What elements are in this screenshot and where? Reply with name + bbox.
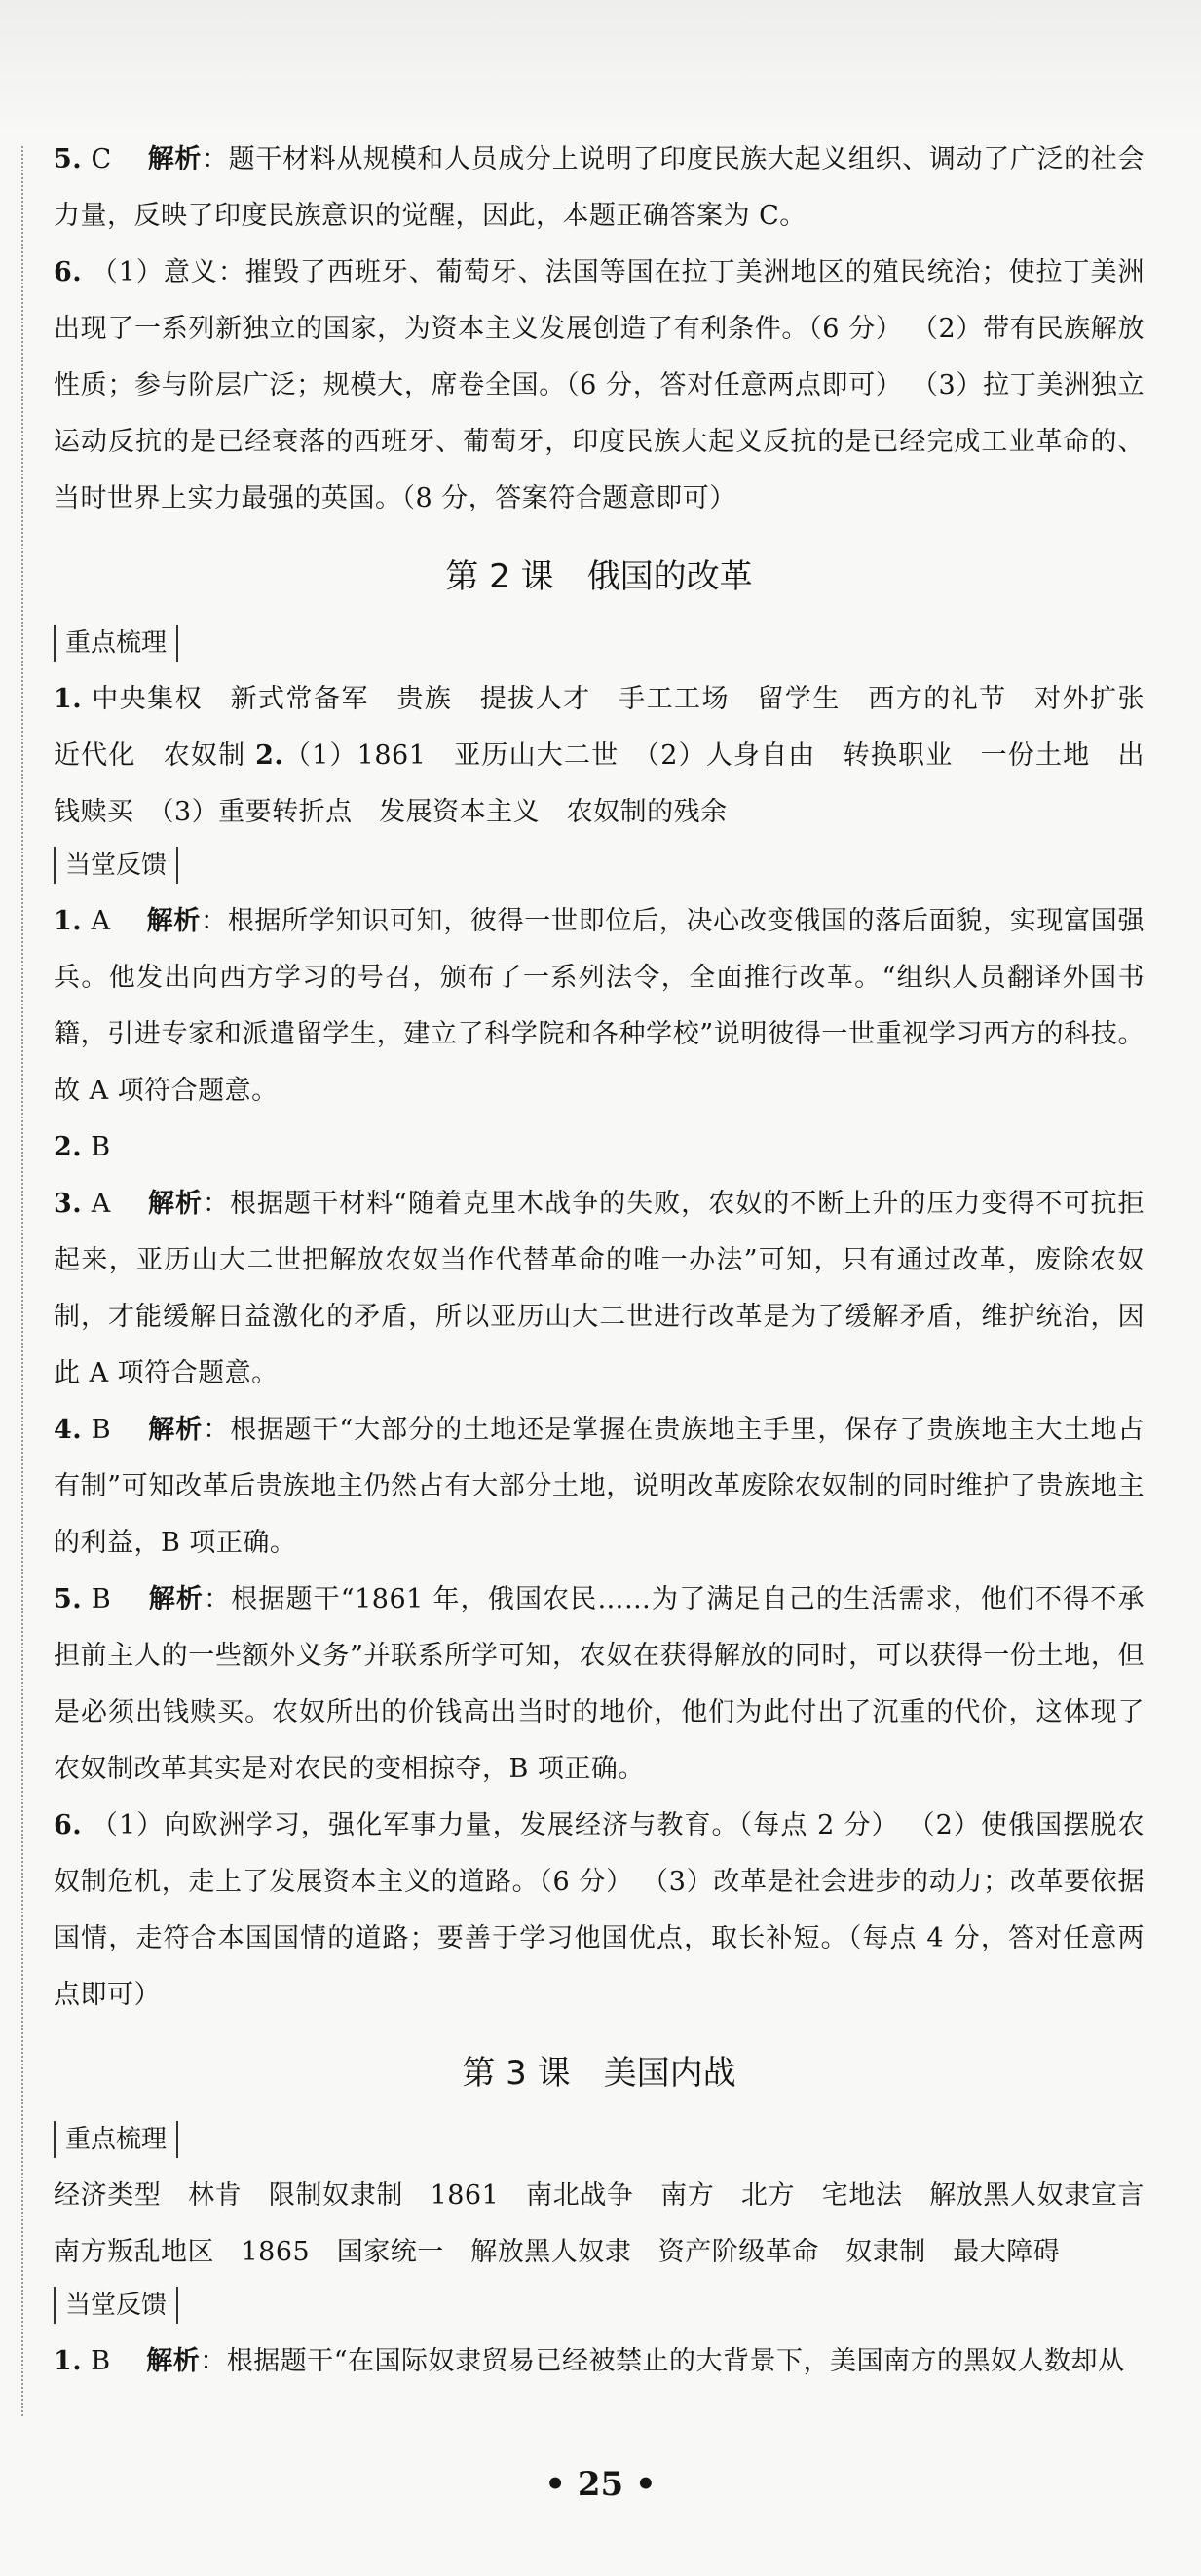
item-number: 6. xyxy=(54,257,83,287)
feedback-item-5 xyxy=(54,1572,1145,1798)
answer-item-5 xyxy=(54,132,1145,245)
feedback-item-2 xyxy=(54,1119,1145,1176)
key-points-text xyxy=(54,671,1172,841)
feedback-item-1 xyxy=(54,2333,1145,2390)
analysis-text: ：根据所学知识可知，彼得一世即位后，决心改变俄国的落后面貌，实现富国强兵。他发出向西方学习的号召，颁布了一系列法令，全面推行改革。“组织人员翻译外国书籍，引进专家和派遣留学生，建立了科学院和各种学校”说明彼得一世重视学习西方的科技。故 A 项符合题意。 xyxy=(54,906,1145,1106)
section-label-feedback: 当堂反馈 xyxy=(54,847,178,884)
lesson-2-title: 第 2 课 俄国的改革 xyxy=(445,557,753,596)
item-answer: A xyxy=(91,1189,111,1219)
item-number: 1. xyxy=(54,684,83,714)
section-label-feedback: 当堂反馈 xyxy=(54,2287,178,2324)
analysis-label: 解析 xyxy=(146,906,202,936)
analysis-text: ：根据题干“在国际奴隶贸易已经被禁止的大背景下，美国南方的黑奴人数却从 xyxy=(200,2346,1125,2376)
item-number: 1. xyxy=(54,2346,83,2376)
analysis-label: 解析 xyxy=(147,144,203,174)
analysis-text: ：题干材料从规模和人员成分上说明了印度民族大起义组织、调动了广泛的社会力量，反映了印度民族意识的觉醒，因此，本题正确答案为 C。 xyxy=(54,144,1145,231)
feedback-item-6 xyxy=(54,1798,1145,2024)
answer-content xyxy=(54,132,1172,2390)
analysis-text: ：根据题干材料“随着克里木战争的失败，农奴的不断上升的压力变得不可抗拒起来，亚历山大二世把解放农奴当作代替革命的唯一办法”可知，只有通过改革，废除农奴制，才能缓解日益激化的矛盾，所以亚历山大二世进行改革是为了缓解矛盾，维护统治，因此 A 项符合题意。 xyxy=(54,1189,1145,1388)
item-number: 5. xyxy=(54,1584,83,1614)
item-text: （1）向欧洲学习，强化军事力量，发展经济与教育。（每点 2 分） （2）使俄国摆脱农奴制危机，走上了发展资本主义的道路。（6 分） （3）改革是社会进步的动力；改革要依据国情，走符合本国国情的道路；要善于学习他国优点，取长补短。（每点 4 分，答对任意两点即可） xyxy=(54,1810,1145,2010)
feedback-item-3 xyxy=(54,1176,1145,1402)
item-number: 4. xyxy=(54,1415,83,1445)
item-number: 5. xyxy=(54,144,83,174)
item-answer: B xyxy=(91,1132,111,1162)
section-label-key-points: 重点梳理 xyxy=(54,2121,178,2158)
item-number: 3. xyxy=(54,1189,83,1219)
feedback-item-1 xyxy=(54,893,1145,1119)
item-answer: C xyxy=(91,144,112,174)
analysis-label: 解析 xyxy=(148,1415,204,1445)
key-points-text: 经济类型 林肯 限制奴隶制 1861 南北战争 南方 北方 宅地法 解放黑人奴隶宣言 南方叛乱地区 1865 国家统一 解放黑人奴隶 资产阶级革命 奴隶制 最大障碍 xyxy=(54,2180,1172,2267)
item-answer: B xyxy=(91,1415,112,1445)
lesson-3-title: 第 3 课 美国内战 xyxy=(462,2054,736,2093)
analysis-label: 解析 xyxy=(146,2346,201,2376)
answer-item-6 xyxy=(54,245,1145,527)
feedback-item-4 xyxy=(54,1402,1145,1572)
item-number: 1. xyxy=(54,906,83,936)
margin-dotted-rule xyxy=(21,146,23,2416)
analysis-label: 解析 xyxy=(147,1189,203,1219)
analysis-text: ：根据题干“1861 年，俄国农民……为了满足自己的生活需求，他们不得不承担前主人的一些额外义务”并联系所学可知，农奴在获得解放的同时，可以获得一份土地，但是必须出钱赎买。农奴所出的价钱高出当时的地价，他们为此付出了沉重的代价，这体现了农奴制改革其实是对农民的变相掠夺，B 项正确。 xyxy=(54,1584,1145,1784)
item-text: （1）意义：摧毁了西班牙、葡萄牙、法国等国在拉丁美洲地区的殖民统治；使拉丁美洲出现了一系列新独立的国家，为资本主义发展创造了有利条件。（6 分） （2）带有民族解放性质；参与阶层广泛；规模大，席卷全国。（6 分，答对任意两点即可） （3）拉丁美洲独立运动反抗的是已经衰落的西班牙、葡萄牙，印度民族大起义反抗的是已经完成工业革命的、当时世界上实力最强的英国。（8 分，答案符合题意即可） xyxy=(54,257,1145,513)
page-number: • 25 • xyxy=(544,2465,657,2504)
item-number: 2. xyxy=(255,740,284,771)
key-points-part-1: 中央集权 新式常备军 贵族 提拔人才 手工工场 留学生 西方的礼节 对外扩张 近代化 农奴制 xyxy=(54,684,1172,771)
item-answer: B xyxy=(91,2346,111,2376)
item-answer: B xyxy=(91,1584,112,1614)
analysis-label: 解析 xyxy=(148,1584,205,1614)
analysis-text: ：根据题干“大部分的土地还是掌握在贵族地主手里，保存了贵族地主大土地占有制”可知改革后贵族地主仍然占有大部分土地，说明改革废除农奴制的同时维护了贵族地主的利益，B 项正确。 xyxy=(54,1415,1145,1558)
key-points-part-2: （1）1861 亚历山大二世 （2）人身自由 转换职业 一份土地 出钱赎买 （3）重要转折点 发展资本主义 农奴制的残余 xyxy=(54,740,1145,827)
item-answer: A xyxy=(91,906,111,936)
section-label-key-points: 重点梳理 xyxy=(54,625,178,662)
item-number: 2. xyxy=(54,1132,83,1162)
item-number: 6. xyxy=(54,1810,83,1840)
